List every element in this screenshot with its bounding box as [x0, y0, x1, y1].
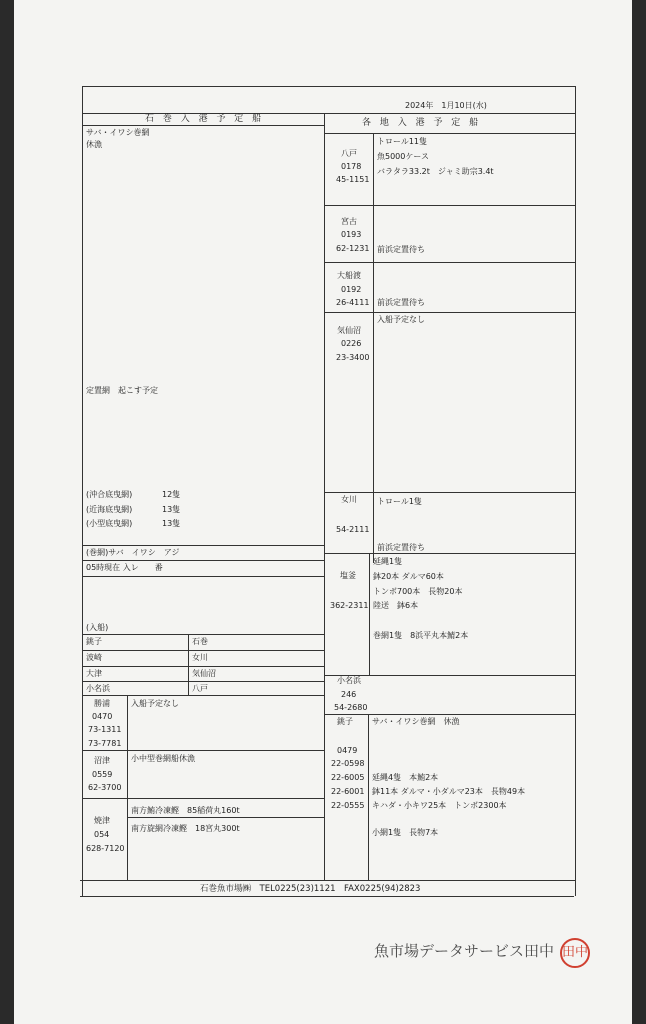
port-tel: 0178	[341, 162, 362, 171]
rule	[324, 205, 575, 206]
port-tel: 0192	[341, 285, 362, 294]
port-tel: 62-1231	[336, 244, 370, 253]
port-tel: 362-2311	[330, 601, 369, 610]
port-tel: 22-0555	[331, 801, 365, 810]
nyusen-port: 波崎	[86, 653, 102, 662]
rule	[82, 681, 324, 682]
port-info: トロール11隻	[377, 137, 428, 146]
rule	[82, 695, 324, 696]
port-info: 延縄1隻	[373, 557, 403, 566]
port-name: 八戸	[341, 149, 357, 158]
rule	[80, 880, 575, 881]
nyusen-port: 女川	[192, 653, 208, 662]
trawl-label: (沖合底曳網)	[86, 490, 133, 499]
ishinomaki-line1: サバ・イワシ巻網	[86, 128, 150, 137]
report-date: 2024年 1月10日(水)	[405, 101, 487, 110]
rule	[82, 125, 324, 126]
rule	[82, 545, 324, 546]
port-tel: 62-3700	[88, 783, 122, 792]
rule	[82, 798, 324, 799]
nyusen-port: 小名浜	[86, 684, 110, 693]
port-info: 陸送 鉢6本	[373, 601, 419, 610]
port-info: 南方旋網冷凍鰹 18宮丸300t	[131, 824, 240, 833]
rule	[324, 675, 575, 676]
port-info: トロール1隻	[377, 497, 422, 506]
frame-left	[82, 86, 83, 896]
trawl-count: 13隻	[162, 505, 181, 514]
rule	[369, 553, 370, 676]
port-name: 銚子	[337, 717, 353, 726]
rule	[82, 576, 324, 577]
port-tel: 54-2680	[334, 703, 368, 712]
port-tel: 54-2111	[336, 525, 370, 534]
port-info: 前浜定置待ち	[377, 298, 425, 307]
footer-contact: 石巻魚市場㈱ TEL0225(23)1121 FAX0225(94)2823	[200, 884, 421, 894]
port-name: 大船渡	[337, 271, 361, 280]
frame-top	[82, 86, 576, 87]
port-tel: 73-7781	[88, 739, 122, 748]
port-tel: 246	[341, 690, 357, 699]
rule	[324, 553, 575, 554]
header-other-ports: 各 地 入 港 予 定 船	[362, 118, 482, 128]
teichi-text: 定置網 起こす予定	[86, 386, 158, 395]
rule	[127, 695, 128, 881]
port-tel: 23-3400	[336, 353, 370, 362]
nyusen-title: (入船)	[86, 623, 109, 632]
port-name: 勝浦	[94, 699, 110, 708]
port-tel: 73-1311	[88, 725, 122, 734]
rule	[324, 312, 575, 313]
port-tel: 0470	[92, 712, 113, 721]
port-tel: 22-0598	[331, 759, 365, 768]
nyusen-port: 八戸	[192, 684, 208, 693]
port-info: 前浜定置待ち	[377, 543, 425, 552]
port-tel: 628-7120	[86, 844, 125, 853]
header-ishinomaki: 石 巻 入 港 予 定 船	[145, 114, 265, 124]
port-info: 巻網1隻 8浜平丸本鯖2本	[373, 631, 469, 640]
trawl-count: 13隻	[162, 519, 181, 528]
port-tel: 0193	[341, 230, 362, 239]
frame-right	[575, 86, 576, 896]
time-text: 05時現在 入レ 番	[86, 563, 163, 572]
port-name: 女川	[341, 495, 357, 504]
frame-bottom	[80, 896, 574, 897]
port-info: 入船予定なし	[131, 699, 179, 708]
port-tel: 0559	[92, 770, 113, 779]
port-tel: 45-1151	[336, 175, 370, 184]
port-tel: 0479	[337, 746, 358, 755]
center-divider	[324, 113, 325, 881]
port-name: 気仙沼	[337, 326, 361, 335]
port-tel: 054	[94, 830, 110, 839]
port-info: キハダ・小キワ25本 トンボ2300本	[372, 801, 507, 810]
port-info: 鉢11本 ダルマ・小ダルマ23本 長物49本	[372, 787, 526, 796]
rule	[324, 492, 575, 493]
trawl-label: (近海底曳網)	[86, 505, 133, 514]
port-info: 小網1隻 長物7本	[372, 828, 439, 837]
ishinomaki-line2: 休漁	[86, 140, 102, 149]
nyusen-port: 気仙沼	[192, 669, 216, 678]
nyusen-port: 銚子	[86, 637, 102, 646]
rule	[82, 666, 324, 667]
rule	[368, 714, 369, 881]
rule	[82, 634, 324, 635]
port-info: 鉢20本 ダルマ60本	[373, 572, 444, 581]
rule	[324, 133, 575, 134]
rule	[82, 750, 324, 751]
seal-stamp: 田中	[560, 938, 590, 968]
rule	[324, 262, 575, 263]
port-info: トンボ700本 長物20本	[373, 587, 463, 596]
port-name: 焼津	[94, 816, 110, 825]
port-info: 延縄4隻 本鮪2本	[372, 773, 439, 782]
signature: 魚市場データサービス田中	[374, 942, 555, 960]
port-name: 塩釜	[340, 571, 356, 580]
trawl-label: (小型底曳網)	[86, 519, 133, 528]
rule	[324, 714, 575, 715]
port-tel: 22-6005	[331, 773, 365, 782]
port-name: 宮古	[341, 217, 357, 226]
nyusen-port: 石巻	[192, 637, 208, 646]
port-tel: 22-6001	[331, 787, 365, 796]
trawl-count: 12隻	[162, 490, 181, 499]
rule	[127, 817, 324, 818]
rule	[373, 133, 374, 563]
port-info: 入船予定なし	[377, 315, 425, 324]
port-info: 小中型巻網船休漁	[131, 754, 195, 763]
port-tel: 26-4111	[336, 298, 370, 307]
port-name: 小名浜	[337, 676, 361, 685]
nyusen-port: 大津	[86, 669, 102, 678]
port-info: 前浜定置待ち	[377, 245, 425, 254]
port-info: バラタラ33.2t ジャミ助宗3.4t	[377, 167, 494, 176]
makiami-text: (巻網)サバ イワシ アジ	[86, 548, 180, 557]
port-name: 沼津	[94, 756, 110, 765]
rule	[188, 634, 189, 695]
rule	[82, 560, 324, 561]
rule	[82, 650, 324, 651]
port-info: 南方鮪冷凍鰹 85稲荷丸160t	[131, 806, 240, 815]
port-info: サバ・イワシ巻網 休漁	[372, 717, 460, 726]
port-info: 魚5000ケース	[377, 152, 429, 161]
port-tel: 0226	[341, 339, 362, 348]
